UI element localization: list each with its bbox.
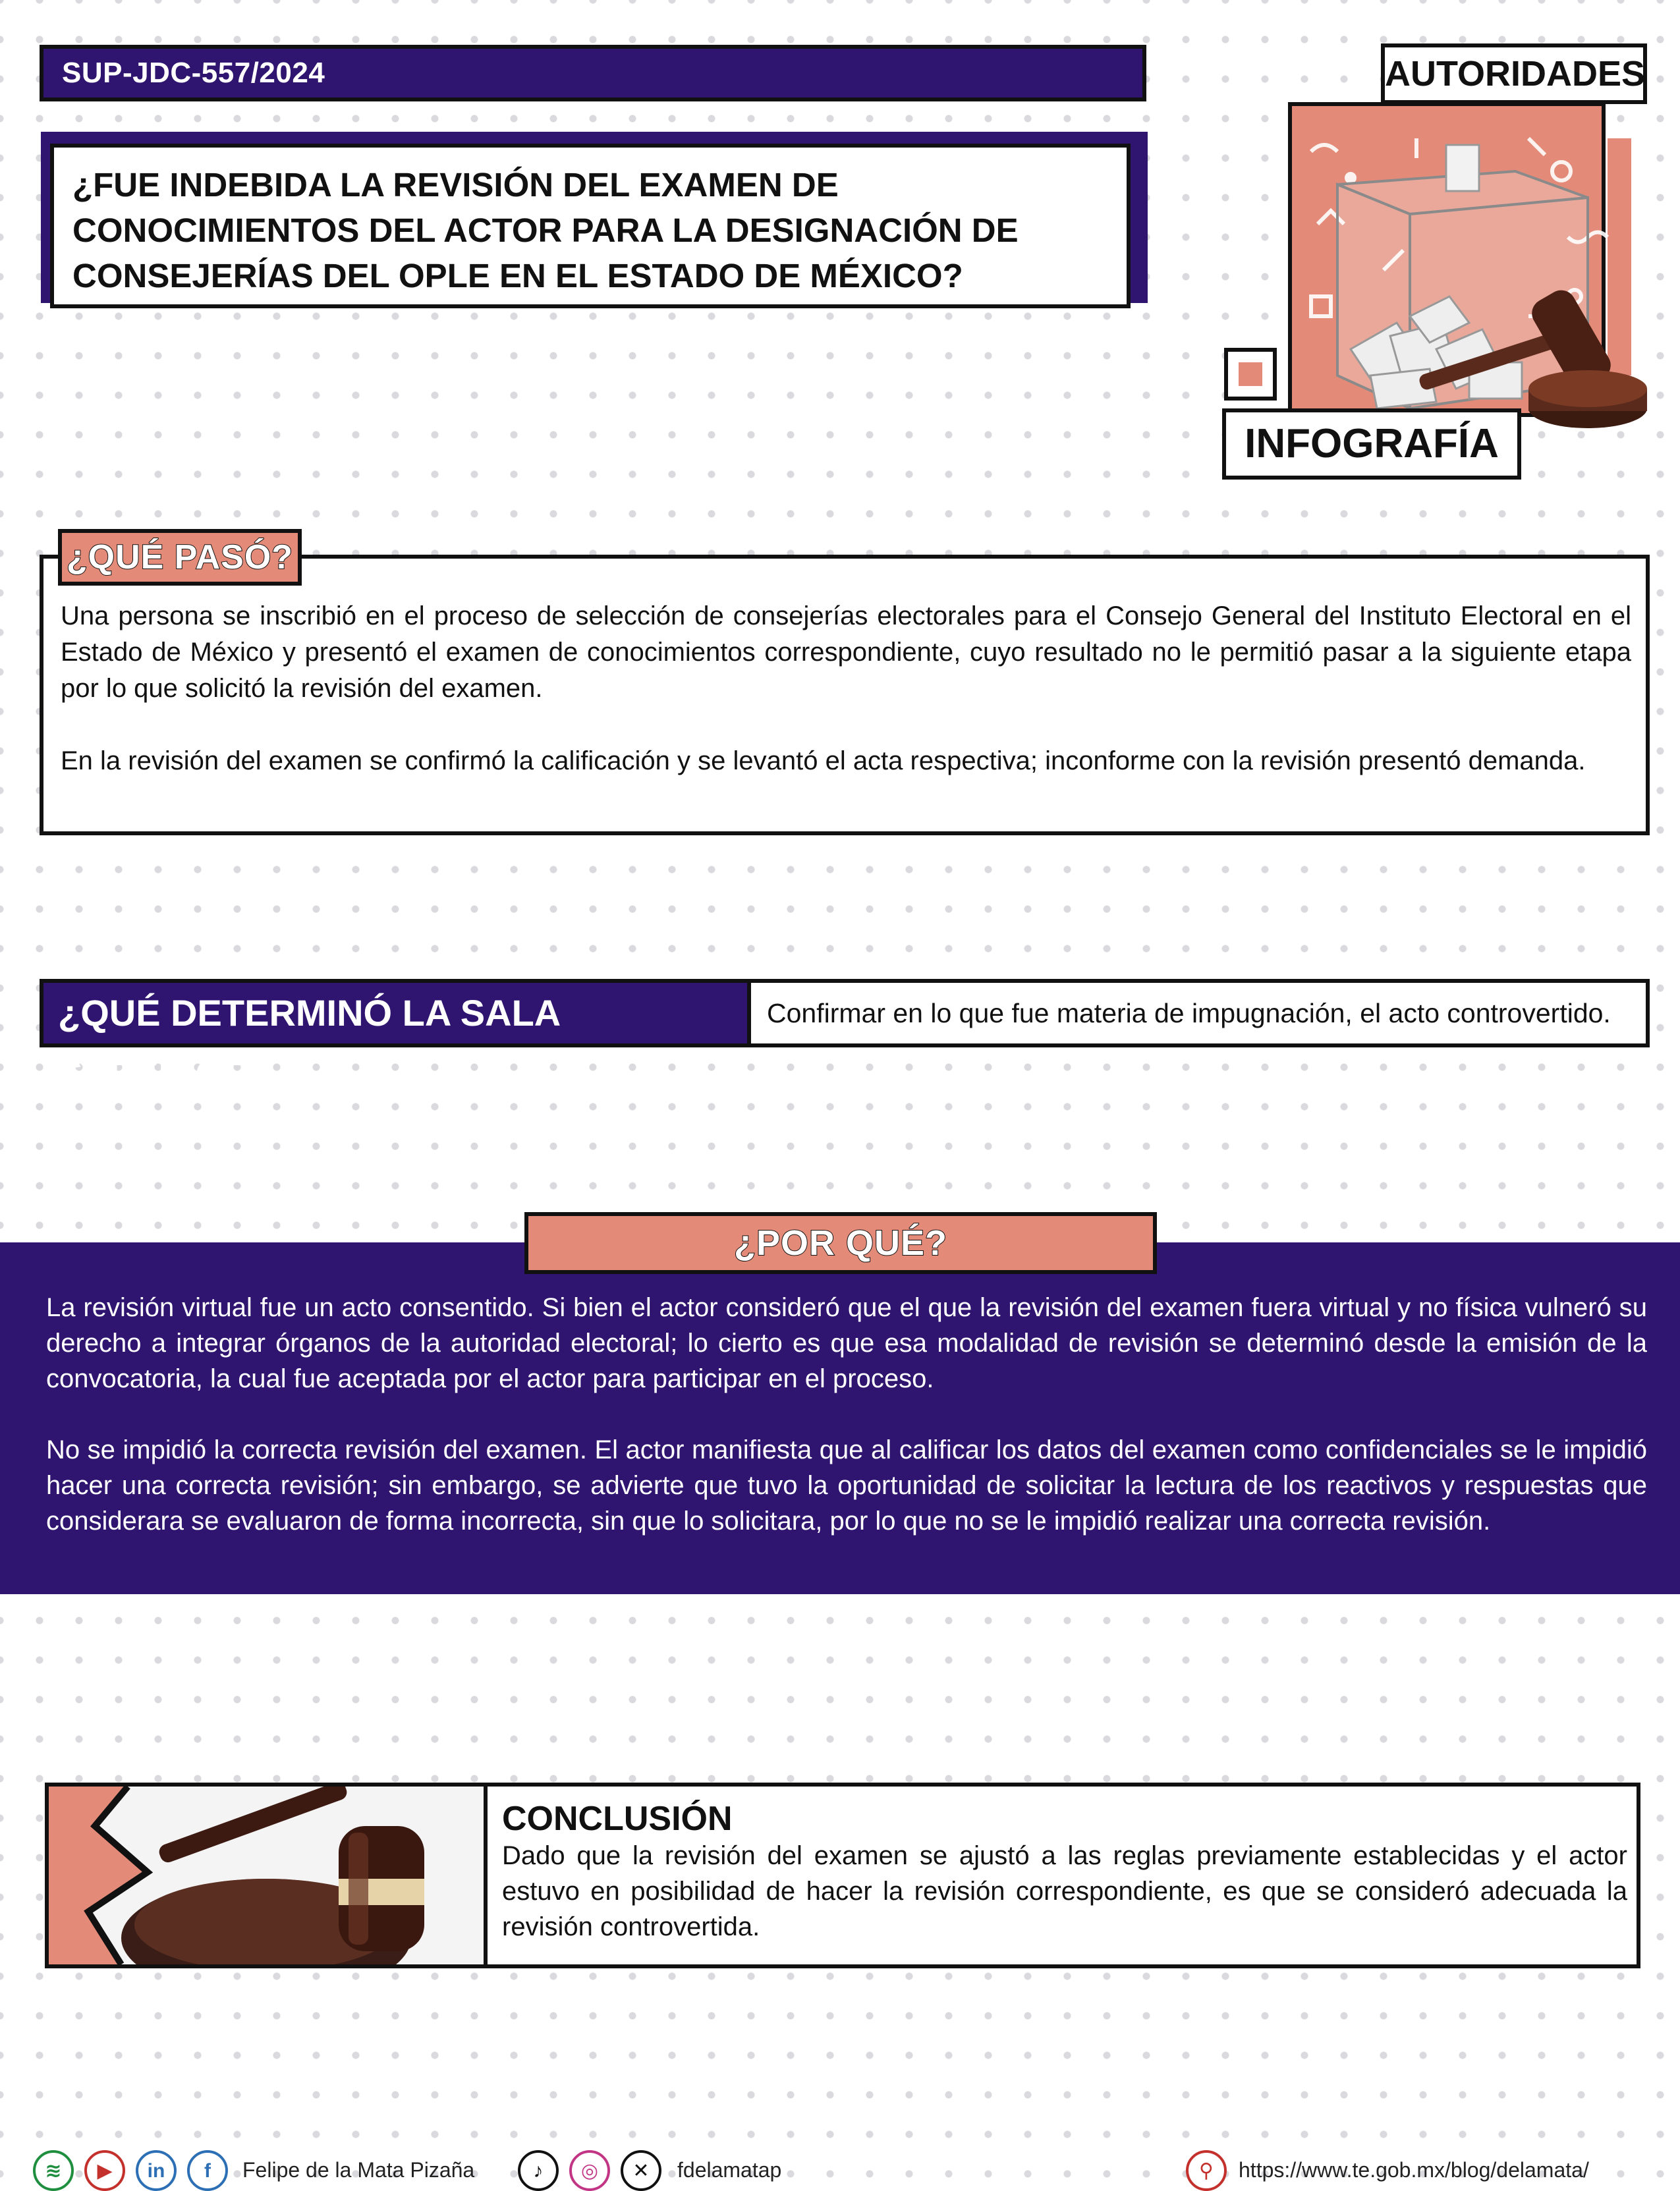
x-icon[interactable]: ✕ bbox=[621, 2150, 661, 2191]
conclusion-title: CONCLUSIÓN bbox=[502, 1800, 733, 1838]
decorative-square-icon bbox=[1224, 348, 1277, 401]
por-que-label: ¿POR QUÉ? bbox=[524, 1212, 1157, 1274]
linkedin-icon[interactable]: in bbox=[136, 2150, 177, 2191]
conclusion-text: Dado que la revisión del examen se ajustó a las reglas previamente establecidas y el actor estuvo en posibilidad de hacer la revisión correspondiente, es que se consideró adecuada la revisión controvertida. bbox=[502, 1841, 1627, 1941]
que-paso-section bbox=[40, 555, 1650, 835]
determino-text: Confirmar en lo que fue materia de impugnación, el acto controvertido. bbox=[747, 979, 1650, 1047]
conclusion-content bbox=[484, 1787, 1627, 1964]
autoridades-badge: AUTORIDADES bbox=[1381, 43, 1647, 104]
youtube-icon[interactable]: ▶ bbox=[84, 2150, 125, 2191]
infografia-badge: INFOGRAFÍA bbox=[1222, 408, 1521, 480]
que-paso-label: ¿QUÉ PASÓ? bbox=[58, 529, 302, 586]
facebook-icon[interactable]: f bbox=[187, 2150, 228, 2191]
case-number: SUP-JDC-557/2024 bbox=[40, 45, 1146, 101]
ballot-box-illustration bbox=[1219, 99, 1647, 441]
gavel-illustration bbox=[49, 1787, 484, 1964]
que-paso-paragraph: Una persona se inscribió en el proceso de selección de consejerías electorales para el Consejo General del Instituto Electoral en el Estado de México y presentó el examen de conocimientos correspondiente, cuyo resultado no le permitió pasar a la siguiente etapa por lo que solicitó la revisión del examen. bbox=[61, 601, 1631, 703]
que-paso-paragraph: En la revisión del examen se confirmó la calificación y se levantó el acta respectiva; inconforme con la revisión presentó demanda. bbox=[61, 746, 1586, 775]
tiktok-icon[interactable]: ♪ bbox=[518, 2150, 559, 2191]
page-title: ¿FUE INDEBIDA LA REVISIÓN DEL EXAMEN DE CONOCIMIENTOS DEL ACTOR PARA LA DESIGNACIÓN DE CONSEJERÍAS DEL OPLE EN EL ESTADO DE MÉXICO? bbox=[50, 144, 1131, 308]
determino-label: ¿QUÉ DETERMINÓ LA SALA SUPERIOR? bbox=[40, 979, 751, 1047]
footer-handle: fdelamatap bbox=[677, 2158, 782, 2182]
spotify-icon[interactable]: ≋ bbox=[33, 2150, 74, 2191]
por-que-section bbox=[0, 1242, 1680, 1594]
footer-url[interactable]: https://www.te.gob.mx/blog/delamata/ bbox=[1239, 2158, 1589, 2182]
footer-name: Felipe de la Mata Pizaña bbox=[242, 2158, 475, 2182]
por-que-paragraph: La revisión virtual fue un acto consentido. Si bien el actor consideró que el que la revisión del examen fuera virtual y no física vulneró su derecho a integrar órganos de la autoridad electoral; lo cierto es que esa modalidad de revisión se determinó desde la emisión de la convocatoria, la cual fue aceptada por el actor para participar en el proceso. bbox=[46, 1293, 1647, 1393]
instagram-icon[interactable]: ◎ bbox=[569, 2150, 610, 2191]
por-que-paragraph: No se impidió la correcta revisión del examen. El actor manifiesta que al calificar los datos del examen como confidenciales se le impidió hacer una correcta revisión; sin embargo, se advierte que tuvo la oportunidad de solicitar la lectura de los reactivos y respuestas que considerara se evaluaron de forma incorrecta, sin que lo solicitara, por lo que no se le impidió realizar una correcta revisión. bbox=[46, 1435, 1647, 1536]
search-icon[interactable]: ⚲ bbox=[1186, 2150, 1227, 2191]
